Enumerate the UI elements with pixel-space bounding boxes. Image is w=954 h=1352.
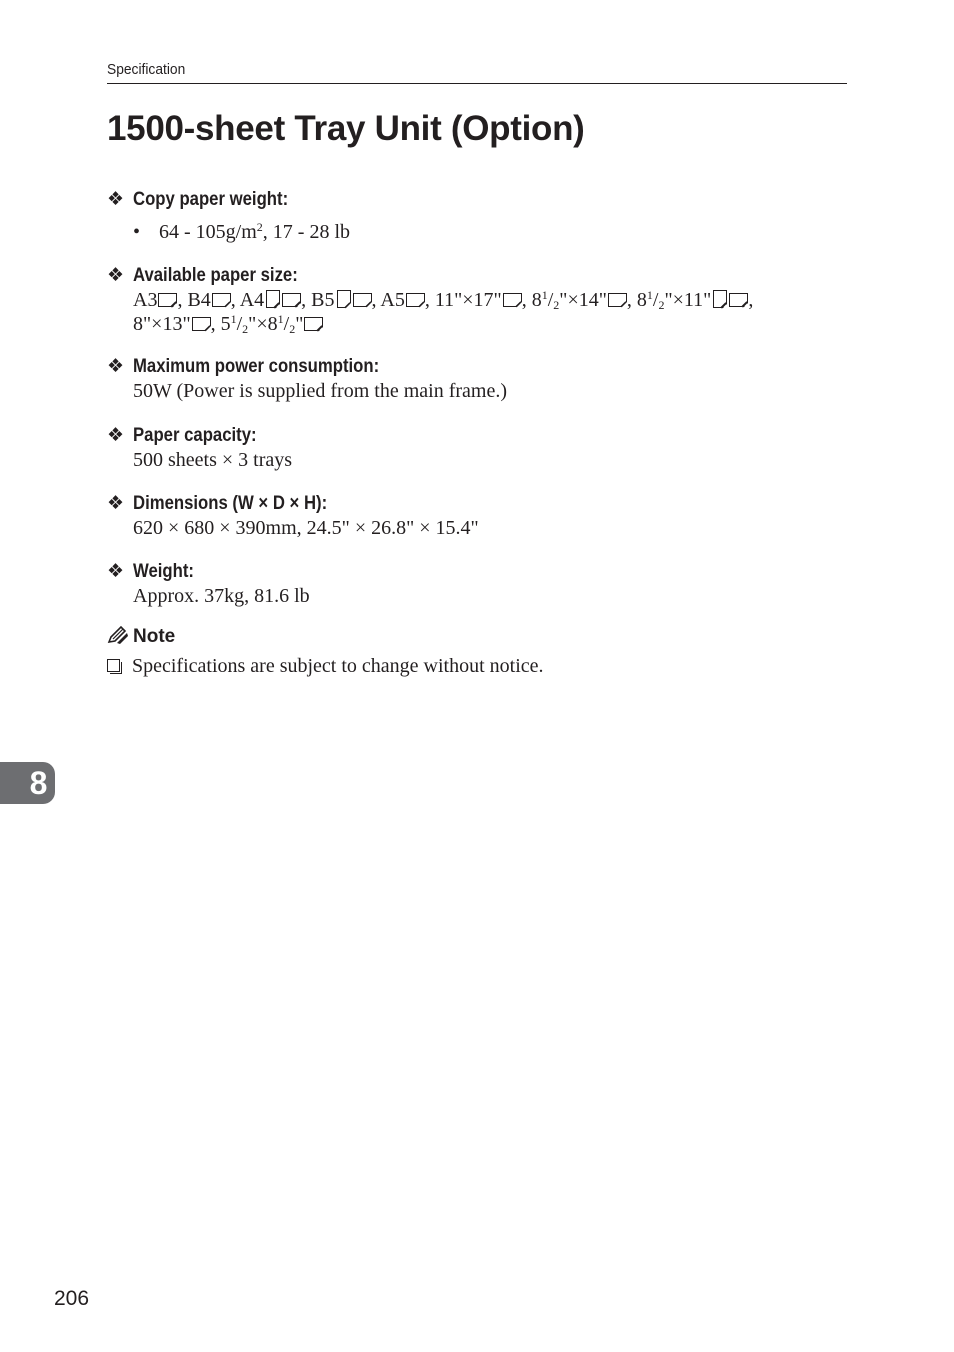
paper-landscape-icon [282,293,301,307]
spec-heading [107,424,852,448]
spec-heading [107,264,852,288]
spec-label: Paper capacity: [133,425,257,446]
paper-landscape-icon [406,293,425,307]
spec-copy-paper-weight [107,188,852,244]
paper-landscape-icon [212,293,231,307]
note-heading [107,625,175,652]
spec-weight [107,560,852,608]
spec-label: Weight: [133,561,194,582]
paper-landscape-icon [304,317,323,331]
paper-landscape-icon [353,293,372,307]
running-header: Specification [107,61,186,78]
diamond-bullet-icon: ❖ [107,493,125,514]
spec-label: Copy paper weight: [133,189,289,210]
paper-landscape-icon [608,293,627,307]
bullet-icon: • [133,221,141,243]
page-number: 206 [54,1287,90,1310]
paper-landscape-icon [192,317,211,331]
pencil-icon [107,625,133,652]
paper-landscape-icon [503,293,522,307]
spec-label: Dimensions (W × D × H): [133,493,328,514]
spec-paper-capacity [107,424,852,472]
spec-heading [107,355,852,379]
note-label: Note [133,626,176,647]
paper-portrait-icon [337,290,351,308]
spec-value-line-1: A3 , B4 , A4 , B5 , A5 , 11"×17" , $8^1/_2"\times 14$" , $8^1/_2"\times 11$" , [133,288,754,312]
spec-paper-size [107,264,852,336]
diamond-bullet-icon: ❖ [107,425,125,446]
diamond-bullet-icon: ❖ [107,356,125,377]
spec-value: 620 × 680 × 390mm, 24.5" × 26.8" × 15.4" [133,517,479,539]
paper-portrait-icon [266,290,280,308]
paper-landscape-icon [729,293,748,307]
paper-portrait-icon [713,290,727,308]
spec-heading [107,492,852,516]
diamond-bullet-icon: ❖ [107,189,125,210]
diamond-bullet-icon: ❖ [107,561,125,582]
spec-heading [107,188,852,212]
spec-power-consumption [107,355,852,403]
spec-value: • $64 - 105g/m^2$, 17 - 28 lb [133,220,350,243]
header-divider [107,83,847,84]
spec-value: 500 sheets × 3 trays [133,449,293,471]
spec-label: Maximum power consumption: [133,356,380,377]
spec-value: Approx. 37kg, 81.6 lb [133,585,310,607]
chapter-tab: 8 [0,762,55,804]
spec-value: 50W (Power is supplied from the main frame.) [133,380,507,402]
page-title: 1500-sheet Tray Unit (Option) [107,109,585,148]
diamond-bullet-icon: ❖ [107,265,125,286]
spec-label: Available paper size: [133,265,298,286]
note-item [107,654,544,678]
spec-value-line-2: 8"×13" , $5^1/_2"\times 8^1/_2$" [133,312,852,336]
checkbox-icon [107,659,120,672]
paper-landscape-icon [158,293,177,307]
spec-heading [107,560,852,584]
spec-dimensions [107,492,852,540]
note-text: Specifications are subject to change without notice. [132,655,544,677]
